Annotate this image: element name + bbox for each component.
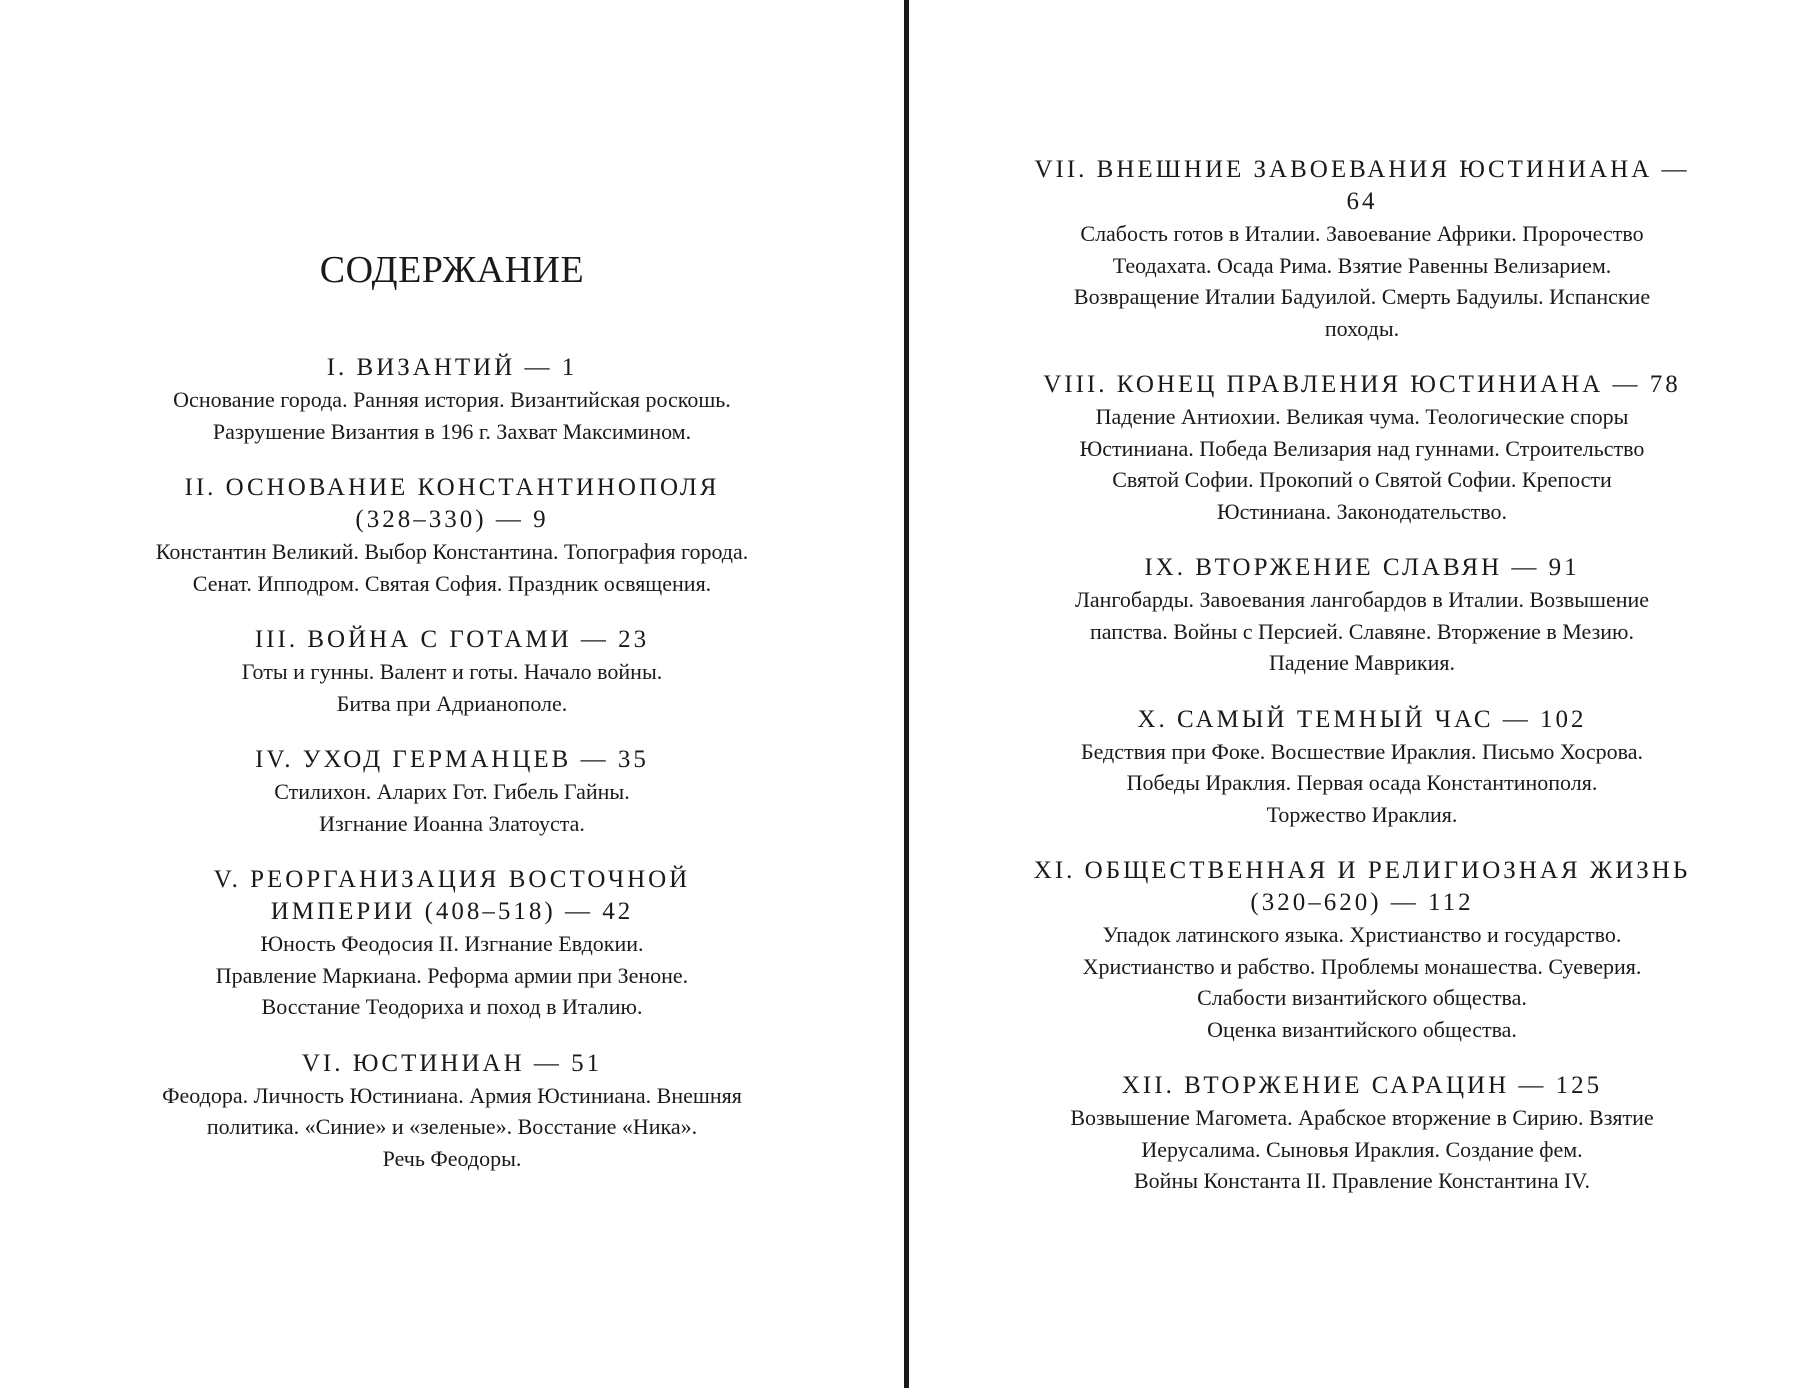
chapter-heading-line: VII. ВНЕШНИЕ ЗАВОЕВАНИЯ ЮСТИНИАНА — bbox=[1034, 156, 1690, 183]
chapter-description bbox=[910, 1102, 1814, 1197]
chapter-description-line: Бедствия при Фоке. Восшествие Ираклия. Письмо Хосрова. bbox=[1080, 738, 1644, 764]
chapter-description-line: Юстиниана. Победа Велизария над гуннами. Строительство bbox=[1079, 435, 1645, 461]
chapter-heading bbox=[0, 1048, 904, 1080]
chapter-description bbox=[0, 384, 904, 447]
toc-entry bbox=[0, 744, 904, 839]
chapter-description bbox=[0, 1080, 904, 1175]
chapter-description-line: Падение Маврикия. bbox=[1269, 650, 1455, 675]
chapter-description-line: Сенат. Ипподром. Святая София. Праздник освящения. bbox=[192, 570, 712, 596]
toc-entry bbox=[0, 472, 904, 599]
chapter-heading-line: III. ВОЙНА С ГОТАМИ — 23 bbox=[254, 626, 650, 653]
chapter-description bbox=[910, 919, 1814, 1045]
chapter-heading-line: 64 bbox=[1346, 188, 1378, 215]
chapter-heading bbox=[0, 744, 904, 776]
toc-entry bbox=[910, 704, 1814, 831]
chapter-heading-line: V. РЕОРГАНИЗАЦИЯ ВОСТОЧНОЙ bbox=[213, 866, 691, 893]
toc-entry bbox=[0, 352, 904, 447]
chapter-heading bbox=[910, 855, 1814, 919]
chapter-heading bbox=[0, 624, 904, 656]
chapter-description-line: Слабость готов в Италии. Завоевание Африки. Пророчество bbox=[1080, 221, 1644, 246]
chapter-description-line: Стилихон. Аларих Гот. Гибель Гайны. bbox=[274, 779, 630, 804]
chapter-heading bbox=[910, 552, 1814, 584]
chapter-heading-line: X. САМЫЙ ТЕМНЫЙ ЧАС — 102 bbox=[1137, 705, 1587, 733]
chapter-heading-line: XII. ВТОРЖЕНИЕ САРАЦИН — 125 bbox=[1121, 1072, 1603, 1099]
chapter-description bbox=[910, 584, 1814, 679]
toc-entry bbox=[910, 1070, 1814, 1197]
chapter-description-line: Торжество Ираклия. bbox=[1266, 801, 1458, 827]
chapter-heading bbox=[0, 352, 904, 384]
chapter-heading-line: I. ВИЗАНТИЙ — 1 bbox=[326, 354, 578, 381]
chapter-description-line: Святой Софии. Прокопий о Святой Софии. Крепости bbox=[1112, 467, 1612, 492]
chapter-description-line: Возвращение Италии Бадуилой. Смерть Бадуилы. Испанские bbox=[1073, 284, 1651, 309]
chapter-description-line: Изгнание Иоанна Златоуста. bbox=[319, 810, 585, 836]
book-spine bbox=[904, 0, 909, 1388]
chapter-description-line: Основание города. Ранняя история. Византийская роскошь. bbox=[173, 387, 731, 412]
toc-entry bbox=[910, 552, 1814, 679]
chapter-description-line: Правление Маркиана. Реформа армии при Зеноне. bbox=[215, 962, 689, 988]
chapter-description-line: походы. bbox=[1324, 315, 1400, 341]
chapter-description-line: Упадок латинского языка. Христианство и государство. bbox=[1102, 922, 1622, 947]
chapter-description-line: Восстание Теодориха и поход в Италию. bbox=[261, 994, 643, 1019]
chapter-description-line: Разрушение Византия в 196 г. Захват Максимином. bbox=[212, 418, 692, 444]
toc-entry bbox=[910, 369, 1814, 527]
chapter-description-line: Возвышение Магомета. Арабское вторжение в Сирию. Взятие bbox=[1070, 1105, 1654, 1130]
toc-entry bbox=[910, 855, 1814, 1045]
toc-entry bbox=[910, 154, 1814, 344]
chapter-description bbox=[0, 656, 904, 719]
toc-right-column bbox=[910, 154, 1814, 1222]
chapter-description bbox=[910, 218, 1814, 344]
chapter-heading-line: (320–620) — 112 bbox=[1250, 889, 1474, 916]
chapter-heading-line: IV. УХОД ГЕРМАНЦЕВ — 35 bbox=[255, 746, 649, 773]
chapter-description-line: Битва при Адрианополе. bbox=[336, 690, 568, 716]
chapter-description-line: Юность Феодосия II. Изгнание Евдокии. bbox=[260, 931, 644, 956]
chapter-description-line: Оценка византийского общества. bbox=[1207, 1016, 1517, 1042]
toc-entry bbox=[0, 864, 904, 1023]
toc-left-column bbox=[0, 352, 904, 1199]
chapter-description-line: Слабости византийского общества. bbox=[1197, 985, 1527, 1010]
chapter-heading bbox=[0, 472, 904, 536]
chapter-heading bbox=[910, 154, 1814, 218]
toc-entry bbox=[0, 1048, 904, 1175]
left-page bbox=[0, 0, 904, 1388]
chapter-description bbox=[910, 736, 1814, 831]
chapter-heading-line: ИМПЕРИИ (408–518) — 42 bbox=[270, 898, 634, 925]
chapter-description-line: политика. «Синие» и «зеленые». Восстание «Ника». bbox=[206, 1114, 698, 1139]
chapter-description-line: Теодахата. Осада Рима. Взятие Равенны Велизарием. bbox=[1112, 252, 1612, 278]
right-page bbox=[910, 0, 1814, 1388]
chapter-description-line: Христианство и рабство. Проблемы монашества. Суеверия. bbox=[1082, 953, 1642, 979]
chapter-heading-line: (328–330) — 9 bbox=[355, 506, 549, 533]
chapter-heading bbox=[910, 704, 1814, 736]
chapter-heading bbox=[910, 369, 1814, 401]
chapter-heading-line: VIII. КОНЕЦ ПРАВЛЕНИЯ ЮСТИНИАНА — 78 bbox=[1043, 371, 1681, 398]
chapter-heading bbox=[0, 864, 904, 928]
chapter-heading-line: XI. ОБЩЕСТВЕННАЯ И РЕЛИГИОЗНАЯ ЖИЗНЬ bbox=[1033, 857, 1691, 884]
chapter-description bbox=[910, 401, 1814, 527]
toc-entry bbox=[0, 624, 904, 719]
toc-title: СОДЕРЖАНИЕ bbox=[319, 249, 585, 291]
chapter-heading-line: II. ОСНОВАНИЕ КОНСТАНТИНОПОЛЯ bbox=[184, 474, 720, 501]
chapter-heading-line: VI. ЮСТИНИАН — 51 bbox=[301, 1049, 603, 1077]
chapter-description-line: Войны Константа II. Правление Константина IV. bbox=[1134, 1168, 1590, 1193]
chapter-description bbox=[0, 928, 904, 1023]
chapter-description-line: Победы Ираклия. Первая осада Константинополя. bbox=[1126, 770, 1598, 795]
chapter-description-line: Готы и гунны. Валент и готы. Начало войны. bbox=[241, 659, 663, 684]
chapter-description-line: Юстиниана. Законодательство. bbox=[1216, 498, 1507, 524]
chapter-description-line: папства. Войны с Персией. Славяне. Вторжение в Мезию. bbox=[1089, 618, 1634, 644]
chapter-description-line: Феодора. Личность Юстиниана. Армия Юстиниана. Внешняя bbox=[162, 1082, 742, 1108]
chapter-description-line: Речь Феодоры. bbox=[382, 1145, 522, 1171]
chapter-heading-line: IX. ВТОРЖЕНИЕ СЛАВЯН — 91 bbox=[1144, 554, 1580, 581]
chapter-description-line: Лангобарды. Завоевания лангобардов в Италии. Возвышение bbox=[1074, 587, 1650, 612]
chapter-description-line: Иерусалима. Сыновья Ираклия. Создание фем. bbox=[1141, 1136, 1583, 1162]
chapter-description bbox=[0, 776, 904, 839]
chapter-description bbox=[0, 536, 904, 599]
chapter-description-line: Падение Антиохии. Великая чума. Теологические споры bbox=[1095, 404, 1629, 429]
chapter-description-line: Константин Великий. Выбор Константина. Топография города. bbox=[155, 539, 749, 564]
chapter-heading bbox=[910, 1070, 1814, 1102]
